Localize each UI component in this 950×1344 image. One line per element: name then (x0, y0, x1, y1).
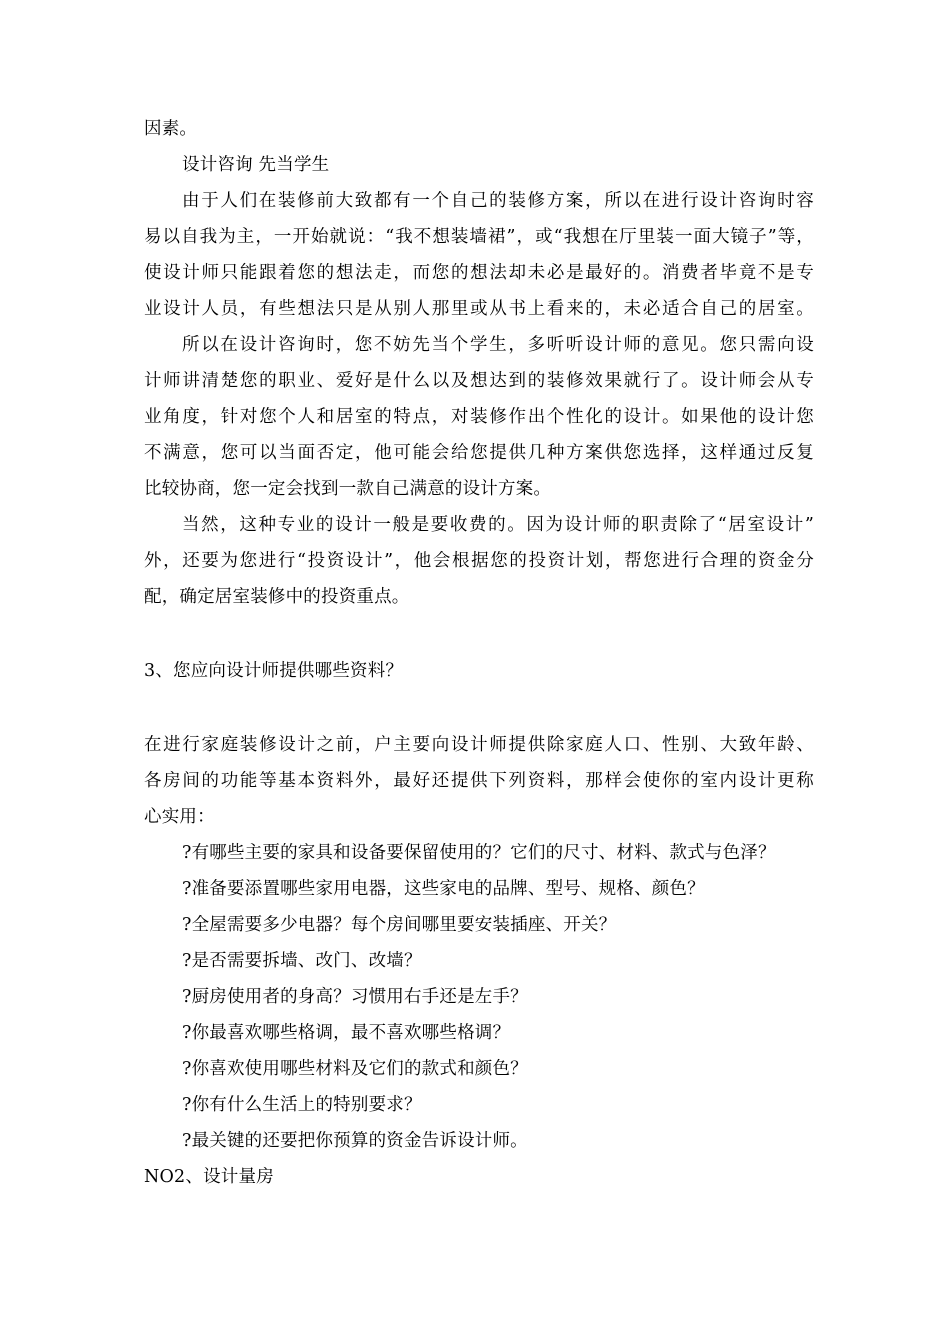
text-line-7: 所以在设计咨询时，您不妨先当个学生，多听听设计师的意见。您只需向设 (182, 335, 814, 355)
section-heading-design-consultation: 设计咨询 先当学生 (182, 155, 330, 175)
list-item: ?你喜欢使用哪些材料及它们的款式和颜色？ (182, 1059, 528, 1079)
text-line-4: 易以自我为主，一开始就说：“我不想装墙裙”，或“我想在厅里装一面大镜子”等， (144, 227, 814, 247)
text-line-3: 由于人们在装修前大致都有一个自己的装修方案，所以在进行设计咨询时容 (182, 191, 814, 211)
text-line-17: 各房间的功能等基本资料外，最好还提供下列资料，那样会使你的室内设计更称 (144, 771, 814, 791)
text-line-14: 配，确定居室装修中的投资重点。 (144, 587, 410, 607)
text-line-1: 因素。 (144, 119, 198, 139)
list-item: ?准备要添置哪些家用电器，这些家电的品牌、型号、规格、颜色？ (182, 879, 705, 899)
list-item: ?是否需要拆墙、改门、改墙？ (182, 951, 422, 971)
list-item: ?你最喜欢哪些格调，最不喜欢哪些格调？ (182, 1023, 511, 1043)
list-item: ?有哪些主要的家具和设备要保留使用的？它们的尺寸、材料、款式与色泽？ (182, 843, 776, 863)
text-line-8: 计师讲清楚您的职业、爱好是什么以及想达到的装修效果就行了。设计师会从专 (144, 371, 814, 391)
list-item: ?厨房使用者的身高？习惯用右手还是左手？ (182, 987, 528, 1007)
text-line-13: 外，还要为您进行“投资设计”，他会根据您的投资计划，帮您进行合理的资金分 (144, 551, 814, 571)
section-heading-materials: 3、您应向设计师提供哪些资料？ (144, 661, 404, 681)
text-line-10: 不满意，您可以当面否定，他可能会给您提供几种方案供您选择，这样通过反复 (144, 443, 814, 463)
list-item: ?最关键的还要把你预算的资金告诉设计师。 (182, 1131, 528, 1151)
section-heading-no2: NO2、设计量房 (144, 1167, 274, 1187)
list-item: ?你有什么生活上的特别要求？ (182, 1095, 422, 1115)
text-line-16: 在进行家庭装修设计之前，户主要向设计师提供除家庭人口、性别、大致年龄、 (144, 735, 814, 755)
list-item: ?全屋需要多少电器？每个房间哪里要安装插座、开关？ (182, 915, 617, 935)
text-line-6: 业设计人员，有些想法只是从别人那里或从书上看来的，未必适合自己的居室。 (144, 299, 814, 319)
text-line-18: 心实用： (144, 807, 215, 827)
text-line-5: 使设计师只能跟着您的想法走，而您的想法却未必是最好的。消费者毕竟不是专 (144, 263, 814, 283)
text-line-12: 当然，这种专业的设计一般是要收费的。因为设计师的职责除了“居室设计” (182, 515, 814, 535)
text-line-9: 业角度，针对您个人和居室的特点，对装修作出个性化的设计。如果他的设计您 (144, 407, 814, 427)
text-line-11: 比较协商，您一定会找到一款自己满意的设计方案。 (144, 479, 552, 499)
